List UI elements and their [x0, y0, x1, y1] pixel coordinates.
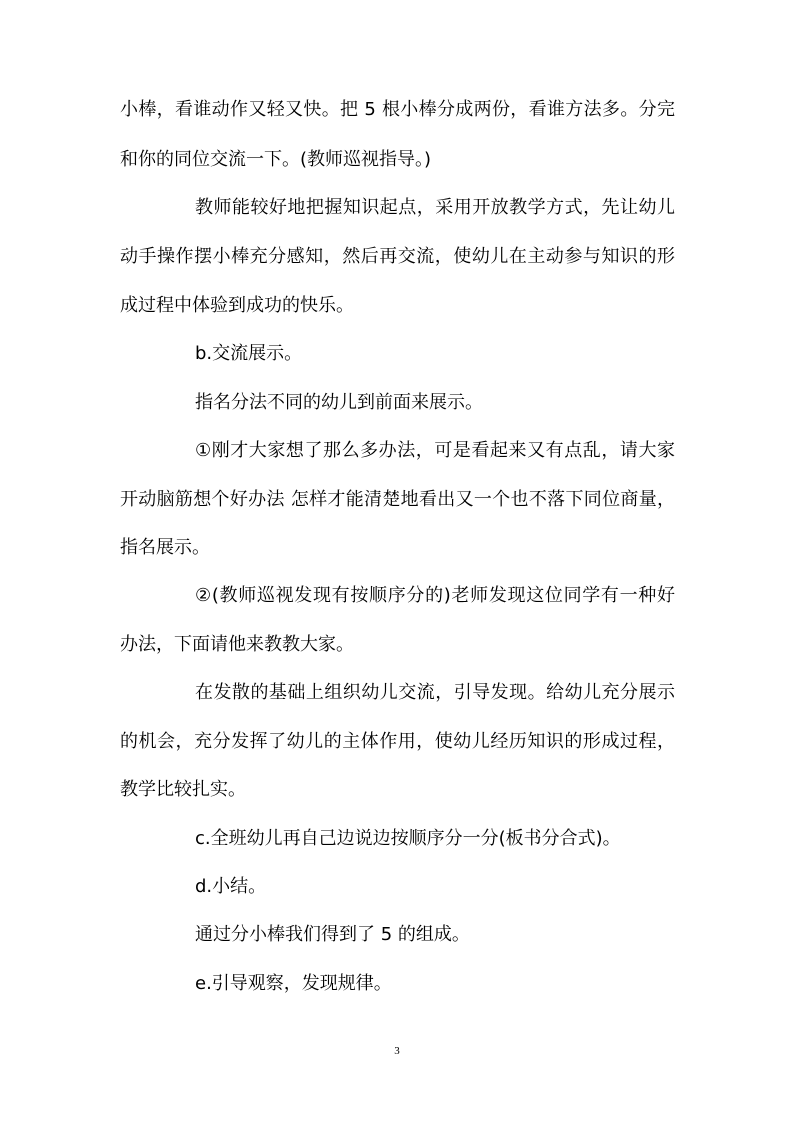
text-line: ②(教师巡视发现有按顺序分的)老师发现这位同学有一种好 [195, 585, 675, 606]
text-line: 教师能较好地把握知识起点，采用开放教学方式，先让幼儿 [195, 197, 675, 218]
text-line: 指名展示。 [120, 537, 210, 558]
text-line: 办法，下面请他来教教大家。 [120, 634, 354, 655]
text-line: 通过分小棒我们得到了 5 的组成。 [195, 924, 470, 945]
text-line: 开动脑筋想个好办法 怎样才能清楚地看出又一个也不落下同位商量， [120, 489, 675, 510]
text-line: 和你的同位交流一下。(教师巡视指导。) [120, 149, 432, 170]
text-line: 教学比较扎实。 [120, 779, 246, 800]
text-line: c.全班幼儿再自己边说边按顺序分一分(板书分合式)。 [195, 828, 621, 849]
page-number: 3 [394, 1045, 400, 1057]
text-line: 在发散的基础上组织幼儿交流，引导发现。给幼儿充分展示 [195, 682, 675, 703]
text-line: 动手操作摆小棒充分感知，然后再交流，使幼儿在主动参与知识的形 [120, 246, 675, 267]
text-line: 小棒，看谁动作又轻又快。把 5 根小棒分成两份，看谁方法多。分完 [120, 99, 675, 120]
text-line: d.小结。 [195, 876, 267, 897]
text-line: ①刚才大家想了那么多办法，可是看起来又有点乱，请大家 [195, 440, 675, 461]
text-line: 指名分法不同的幼儿到前面来展示。 [195, 392, 483, 413]
text-line: e.引导观察，发现规律。 [195, 973, 392, 994]
text-line: b.交流展示。 [195, 343, 303, 364]
text-line: 成过程中体验到成功的快乐。 [120, 295, 354, 316]
text-line: 的机会，充分发挥了幼儿的主体作用，使幼儿经历知识的形成过程， [120, 731, 675, 752]
